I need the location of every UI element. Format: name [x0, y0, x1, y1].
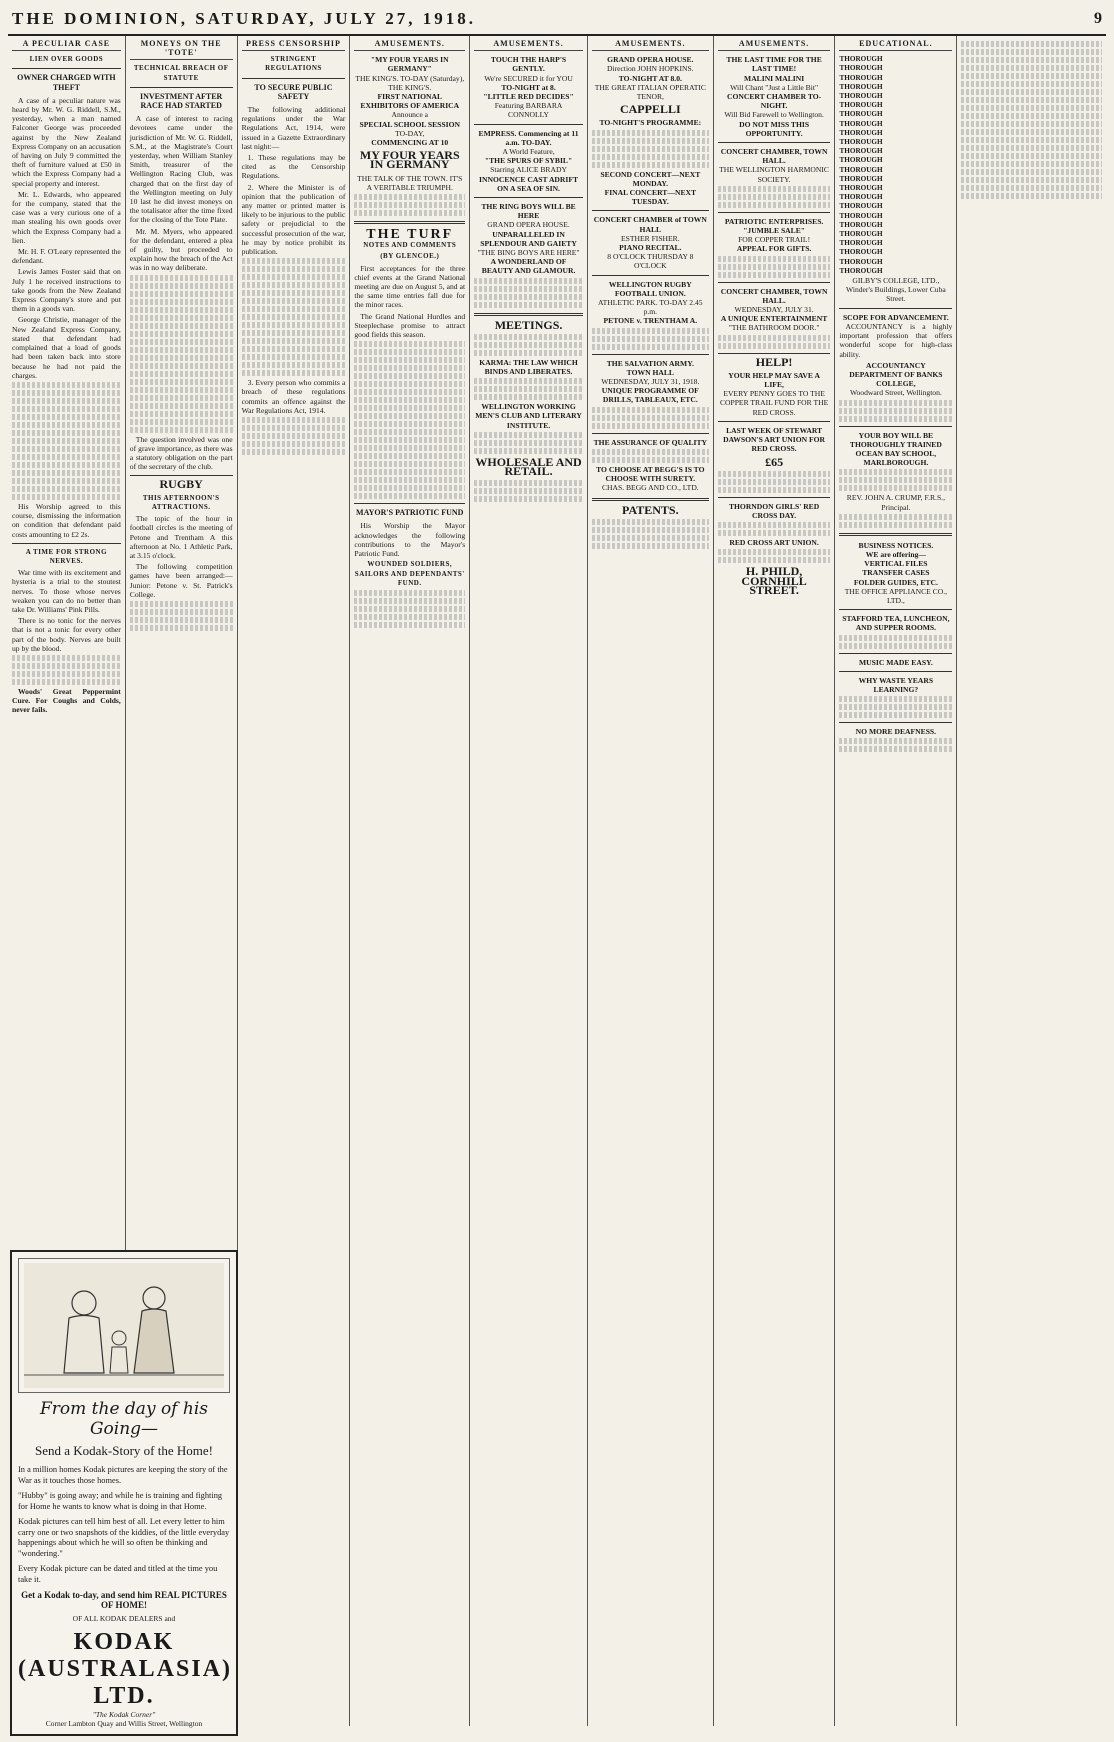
article-heading: MONEYS ON THE 'TOTE': [130, 39, 233, 60]
ad-title: BUSINESS NOTICES.: [858, 540, 934, 550]
ad-line: YOUR HELP MAY SAVE A LIFE,: [728, 370, 820, 390]
ad-title: KARMA: THE LAW WHICH BINDS AND LIBERATES.: [479, 357, 578, 377]
article-paragraph: Lewis James Foster said that on July 1 he received instructions to take goods from the New Zealand Express Company's store and put them in a goods van.: [12, 267, 121, 314]
ad-title: SCOPE FOR ADVANCEMENT.: [842, 312, 949, 322]
ad-line: VERTICAL FILES: [864, 559, 928, 569]
ad-line: PETONE v. TRENTHAM A.: [603, 316, 698, 326]
ad-line: CHAS. BEGG AND CO., LTD.: [601, 483, 699, 493]
ad-title: CONCERT CHAMBER of TOWN HALL: [593, 215, 707, 234]
section-heading: AMUSEMENTS.: [474, 39, 583, 51]
ad-big-title: MY FOUR YEARS IN GERMANY: [359, 148, 460, 172]
ad-title: THE SALVATION ARMY.: [606, 358, 694, 368]
ad-title: WELLINGTON RUGBY FOOTBALL UNION.: [608, 279, 692, 298]
turf-paragraph: The Grand National Hurdles and Steeplechase promise to attract good fields this season.: [354, 311, 466, 340]
ad-line: "THE BING BOYS ARE HERE": [477, 248, 580, 258]
article-deck: INVESTMENT AFTER RACE HAD STARTED: [140, 91, 223, 111]
article-paragraph: 3. Every person who commits a breach of these regulations commits an offence against the War Regulations Act, 1914.: [241, 378, 346, 415]
ad-line: ESTHER FISHER.: [620, 233, 680, 243]
ad-title: WELLINGTON WORKING MEN'S CLUB AND LITERARY INSTITUTE.: [475, 402, 582, 430]
ad-line: ACCOUNTANCY is a highly important profession that offers wonderful scope for high-class ability.: [839, 321, 953, 359]
ad-line: TOWN HALL: [626, 367, 674, 377]
ad-line: PIANO RECITAL.: [619, 243, 682, 253]
ad-line: WEDNESDAY, JULY 31, 1918.: [601, 377, 700, 387]
article-paragraph: Mr. L. Edwards, who appeared for the company, stated that the case was a very curious one of a man stealing his own goods over which the Express Company had a lien.: [12, 189, 121, 245]
ad-line: THE KING'S. TO-DAY (Saturday), THE KING'S.: [355, 73, 465, 92]
column-amusements-4: [714, 36, 836, 1726]
soldier-family-illustration: [18, 1258, 230, 1393]
article-paragraph: A case of a peculiar nature was heard by Mr. W. G. Riddell, S.M., yesterday, when a man named Falconer George was proceeded against by the New Zealand Express Company on an accusation of having on July 9 committed the theft of furniture valued at £50 in which the Express Company had a special property and interest.: [12, 95, 121, 188]
ad-footer: GILBY'S COLLEGE, LTD., Winder's Buildings, Lower Cuba Street.: [845, 276, 946, 304]
ad-line: Will Chant "Just a Little Bit": [730, 82, 819, 92]
article-subheading: TECHNICAL BREACH OF STATUTE: [133, 64, 229, 82]
article-paragraph: The topic of the hour in football circles is the meeting of Petone and Trentham A this afternoon at No. 1 Athletic Park, at 3.15 o'clock.: [129, 514, 233, 560]
article-heading-2: A TIME FOR STRONG NERVES.: [25, 547, 108, 565]
section-heading: AMUSEMENTS.: [592, 39, 709, 51]
ad-line: 8 O'CLOCK THURSDAY 8 O'CLOCK: [607, 252, 694, 271]
article-paragraph: War time with its excitement and hysteria is a trial to the stoutest nerves. To those whose nerves weaken you can do no better than take Dr. Williams' Pink Pills.: [12, 568, 121, 614]
article-paragraph: The following additional regulations under the War Regulations Act, 1914, were issued in a Gazette Extraordinary last night:—: [241, 105, 346, 151]
ad-line: FINAL CONCERT—NEXT TUESDAY.: [604, 188, 697, 207]
column-educational-2: [957, 36, 1106, 1726]
ad-line: THE GREAT ITALIAN OPERATIC TENOR,: [594, 82, 706, 102]
article-paragraph: The following competition games have been arranged:—Junior: Petone v. St. Patrick's College.: [129, 562, 233, 599]
article-paragraph: His Worship the Mayor acknowledges the following contributions to the Mayor's Patriotic Fund.: [354, 521, 466, 559]
ad-line: A UNIQUE ENTERTAINMENT: [720, 314, 828, 324]
kodak-copy: Kodak pictures can tell him best of all. Let every letter to him carry one or two snapshots of the kiddies, of the little everyday happenings about which he will so often be thinking and "wondering.": [18, 1517, 230, 1558]
kodak-dealers: OF ALL KODAK DEALERS and: [72, 1614, 176, 1623]
ad-title: TOUCH THE HARP'S GENTLY.: [490, 55, 567, 74]
ad-title: MUSIC MADE EASY.: [858, 657, 933, 667]
illustration-svg: [24, 1263, 224, 1388]
ad-line: FIRST NATIONAL EXHIBITORS OF AMERICA: [360, 92, 460, 111]
ad-line: TO-DAY,: [395, 128, 425, 138]
ad-line: TO-NIGHT'S PROGRAMME:: [599, 118, 702, 128]
ad-line: WEDNESDAY, JULY 31.: [734, 305, 814, 315]
ad-line: DO NOT MISS THIS OPPORTUNITY.: [739, 119, 810, 138]
article-deck: OWNER CHARGED WITH THEFT: [17, 73, 116, 92]
ad-line: WE are offering—: [865, 549, 926, 559]
article-heading: PRESS CENSORSHIP: [242, 39, 346, 51]
ad-line: "JUMBLE SALE": [743, 226, 805, 236]
kodak-slogan: From the day of his Going—: [40, 1399, 208, 1439]
turf-heading: THE TURF: [366, 227, 454, 243]
ad-line: EVERY PENNY GOES TO THE COPPER TRAIL FUND FOR THE RED CROSS.: [719, 389, 829, 417]
rugby-subheading: THIS AFTERNOON'S ATTRACTIONS.: [142, 493, 220, 511]
help-heading: HELP!: [755, 354, 793, 369]
ad-title: NO MORE DEAFNESS.: [855, 727, 937, 737]
kodak-copy: In a million homes Kodak pictures are keeping the story of the War as it touches those homes.: [18, 1465, 228, 1485]
masthead-title: THE DOMINION, SATURDAY, JULY 27, 1918.: [12, 9, 476, 28]
ad-line: "THE SPURS OF SYBIL": [484, 156, 573, 166]
ad-line: SECOND CONCERT—NEXT MONDAY.: [600, 169, 701, 188]
article-paragraph: A case of interest to racing devotees came under the jurisdiction of Mr. W. G. Riddell, S.M., at the Magistrate's Court yesterday, when William Stanley Smith, treasurer of the Wellington Racing Club, was charged that on the first day of the Wellington meeting on July 10 last he did invest moneys on the totalisator after the time fixed for the closing of the Tote Plate.: [129, 114, 233, 225]
ad-line: ATHLETIC PARK. TO-DAY 2.45 p.m.: [598, 298, 703, 317]
column-press-censorship: [238, 36, 351, 1726]
ad-line: "THE BATHROOM DOOR.": [728, 323, 820, 333]
article-heading: A PECULIAR CASE: [12, 39, 121, 51]
kodak-brand: KODAK (AUSTRALASIA) LTD.: [18, 1629, 233, 1709]
turf-paragraph: First acceptances for the three chief events at the Grand National meeting are due on August 5, and at the same time entries fall due for the minor races.: [354, 263, 466, 310]
ad-line: FOR COPPER TRAIL!: [738, 235, 811, 245]
ad-line: FOLDER GUIDES, ETC.: [853, 577, 938, 587]
ad-title: WHY WASTE YEARS LEARNING?: [858, 675, 934, 694]
ad-line: We're SECURED it for YOU: [484, 73, 573, 83]
ad-title: THE ASSURANCE OF QUALITY: [593, 437, 708, 447]
ad-line: Will Bid Farewell to Wellington.: [724, 110, 824, 120]
ad-title: THE LAST TIME FOR THE LAST TIME!: [726, 55, 822, 74]
ad-title: CONCERT CHAMBER, TOWN HALL.: [720, 286, 828, 305]
turf-byline: (BY GLENCOE.): [380, 252, 440, 261]
ad-line: INNOCENCE CAST ADRIFT ON A SEA OF SIN.: [479, 174, 579, 193]
column-amusements-2: [470, 36, 588, 1726]
ad-title: STAFFORD TEA, LUNCHEON, AND SUPPER ROOMS.: [842, 614, 950, 633]
ad-title: PATRIOTIC ENTERPRISES.: [724, 216, 824, 226]
article-paragraph: 2. Where the Minister is of opinion that the publication of any matter or printed matter is likely to be injurious to the public safety or prejudicial to the successful prosecution of the war, he may by notice prohibit its publication.: [241, 182, 346, 257]
section-heading: EDUCATIONAL.: [839, 39, 952, 51]
kodak-slogan-2: Send a Kodak-Story of the Home!: [35, 1443, 213, 1458]
ad-line: OCEAN BAY SCHOOL, MARLBOROUGH.: [855, 448, 937, 468]
kodak-address: Corner Lambton Quay and Willis Street, Wellington: [45, 1719, 203, 1728]
ad-line: A World Feature,: [502, 147, 555, 157]
ad-price: £65: [765, 454, 784, 469]
ad-line: ACCOUNTANCY DEPARTMENT OF BANKS COLLEGE,: [849, 360, 943, 389]
article-subheading: STRINGENT REGULATIONS: [265, 55, 322, 73]
column-educational: [835, 36, 957, 1726]
article-paragraph: His Worship agreed to this course, dismissing the information on condition that defendant paid costs amounting to £2 2s.: [12, 501, 121, 539]
article-paragraph: George Christie, manager of the New Zealand Express Company, stated that defendant had complained that a load of goods had been taken back into store because he had not paid the charges.: [12, 315, 121, 380]
ad-title: CONCERT CHAMBER, TOWN HALL.: [720, 147, 828, 166]
ad-title: H. PHILD, CORNHILL STREET.: [741, 564, 807, 597]
ad-footer: THE TALK OF THE TOWN. IT'S A VERITABLE TRIUMPH.: [357, 173, 463, 192]
patents-heading: PATENTS.: [622, 502, 679, 517]
ad-title: YOUR BOY WILL BE THOROUGHLY TRAINED: [849, 430, 942, 449]
ad-line: TO CHOOSE AT BEGG'S IS TO CHOOSE WITH SURETY.: [596, 464, 705, 484]
article-paragraph: 1. These regulations may be cited as the Censorship Regulations.: [241, 153, 346, 181]
ad-line: APPEAL FOR GIFTS.: [736, 244, 812, 254]
rugby-heading: RUGBY: [159, 477, 203, 492]
ad-title: EMPRESS. Commencing at 11 a.m. TO-DAY.: [478, 128, 579, 147]
ad-line: Starring ALICE BRADY: [490, 165, 567, 175]
masthead: [8, 6, 1106, 36]
ad-line: REV. JOHN A. CRUMP, F.R.S., Principal.: [846, 493, 945, 512]
kodak-copy: "Hubby" is going away; and while he is training and fighting for Home he wants to know what is doing in that Home.: [18, 1491, 223, 1511]
ad-line: Featuring BARBARA CONNOLLY: [494, 101, 563, 120]
article-paragraph: There is no tonic for the nerves that is not a tonic for every other part of the body. Nerves are built up by the blood.: [12, 616, 121, 653]
mayors-fund-heading: MAYOR'S PATRIOTIC FUND: [356, 508, 464, 518]
kodak-copy: Every Kodak picture can be dated and titled at the time you take it.: [18, 1564, 218, 1584]
kodak-advertisement: [10, 1250, 238, 1736]
ad-line: Direction JOHN HOPKINS.: [606, 64, 694, 74]
page-number: 9: [1094, 10, 1102, 27]
article-paragraph: Mr. M. Myers, who appeared for the defendant, entered a plea of guilty, but proceeded to explain how the breach of the Act was in no way deliberate.: [129, 226, 233, 273]
ad-title: LAST WEEK OF STEWART DAWSON'S ART UNION FOR RED CROSS.: [723, 425, 826, 454]
ad-big-title: CAPPELLI: [619, 102, 681, 117]
ad-line: A WONDERLAND OF BEAUTY AND GLAMOUR.: [481, 257, 576, 276]
column-amusements-3: [588, 36, 714, 1726]
meetings-heading: MEETINGS.: [494, 317, 563, 332]
ad-line: "LITTLE RED DECIDES": [483, 92, 574, 102]
kodak-cta: Get a Kodak to-day, and send him REAL PICTURES OF HOME!: [21, 1590, 227, 1610]
section-heading: AMUSEMENTS.: [354, 39, 465, 51]
ad-line: TO-NIGHT AT 8.0.: [618, 73, 682, 83]
ad-line: CONCERT CHAMBER TO-NIGHT.: [726, 92, 822, 111]
ad-title: RED CROSS ART UNION.: [729, 538, 819, 548]
ad-line: UNIQUE PROGRAMME OF DRILLS, TABLEAUX, ETC.: [601, 386, 699, 405]
ad-line: Announce a: [391, 110, 428, 120]
ad-line: SPECIAL SCHOOL SESSION: [359, 119, 460, 129]
wholesale-heading: WHOLESALE AND RETAIL.: [475, 454, 582, 479]
ad-line: THE WELLINGTON HARMONIC SOCIETY.: [719, 165, 829, 184]
article-paragraph: The question involved was one of grave importance, as there was a statutory obligation on the part of the secretary of the club.: [129, 434, 233, 472]
ad-line: TRANSFER CASES: [862, 568, 930, 578]
section-heading: AMUSEMENTS.: [718, 39, 831, 51]
kodak-shop: "The Kodak Corner": [92, 1710, 156, 1719]
ad-title: THE RING BOYS WILL BE HERE: [481, 202, 576, 221]
ad-line: Woodward Street, Wellington.: [849, 388, 942, 398]
column-amusements-1: [350, 36, 470, 1726]
article-paragraph: Mr. H. F. O'Leary represented the defendant.: [12, 247, 121, 266]
article-deck: TO SECURE PUBLIC SAFETY: [254, 82, 333, 101]
turf-subheading: NOTES AND COMMENTS: [363, 241, 457, 250]
ad-title: GRAND OPERA HOUSE.: [607, 55, 694, 65]
ad-line: GRAND OPERA HOUSE.: [487, 220, 570, 230]
article-subheading: LIEN OVER GOODS: [29, 55, 104, 64]
wounded-fund-heading: WOUNDED SOLDIERS, SAILORS AND DEPENDANTS' FUND.: [354, 560, 465, 587]
ad-line: THE OFFICE APPLIANCE CO., LTD.,: [844, 586, 948, 605]
ad-line: UNPARALLELED IN SPLENDOUR AND GAIETY: [480, 229, 577, 248]
ad-line: COMMENCING AT 10: [371, 138, 449, 148]
ad-line: TO-NIGHT at 8.: [501, 82, 556, 92]
thorough-list: THOROUGH THOROUGH THOROUGH THOROUGH THOROUGH THOROUGH THOROUGH THOROUGH THOROUGH THOROUGH THOROUGH THOROUGH THOROUGH THOROUGH THOROUGH THOROUGH THOROUGH THOROUGH THOROUGH THOROUGH THOROUGH THOROUGH THOROUGH THOROUGH: [839, 55, 883, 275]
ad-title: "MY FOUR YEARS IN GERMANY": [370, 55, 449, 74]
ad-line: MALINI MALINI: [744, 73, 805, 83]
peppermint-ad: Woods' Great Peppermint Cure. For Coughs and Colds, never fails.: [12, 686, 121, 715]
ad-title: THORNDON GIRLS' RED CROSS DAY.: [728, 501, 820, 520]
